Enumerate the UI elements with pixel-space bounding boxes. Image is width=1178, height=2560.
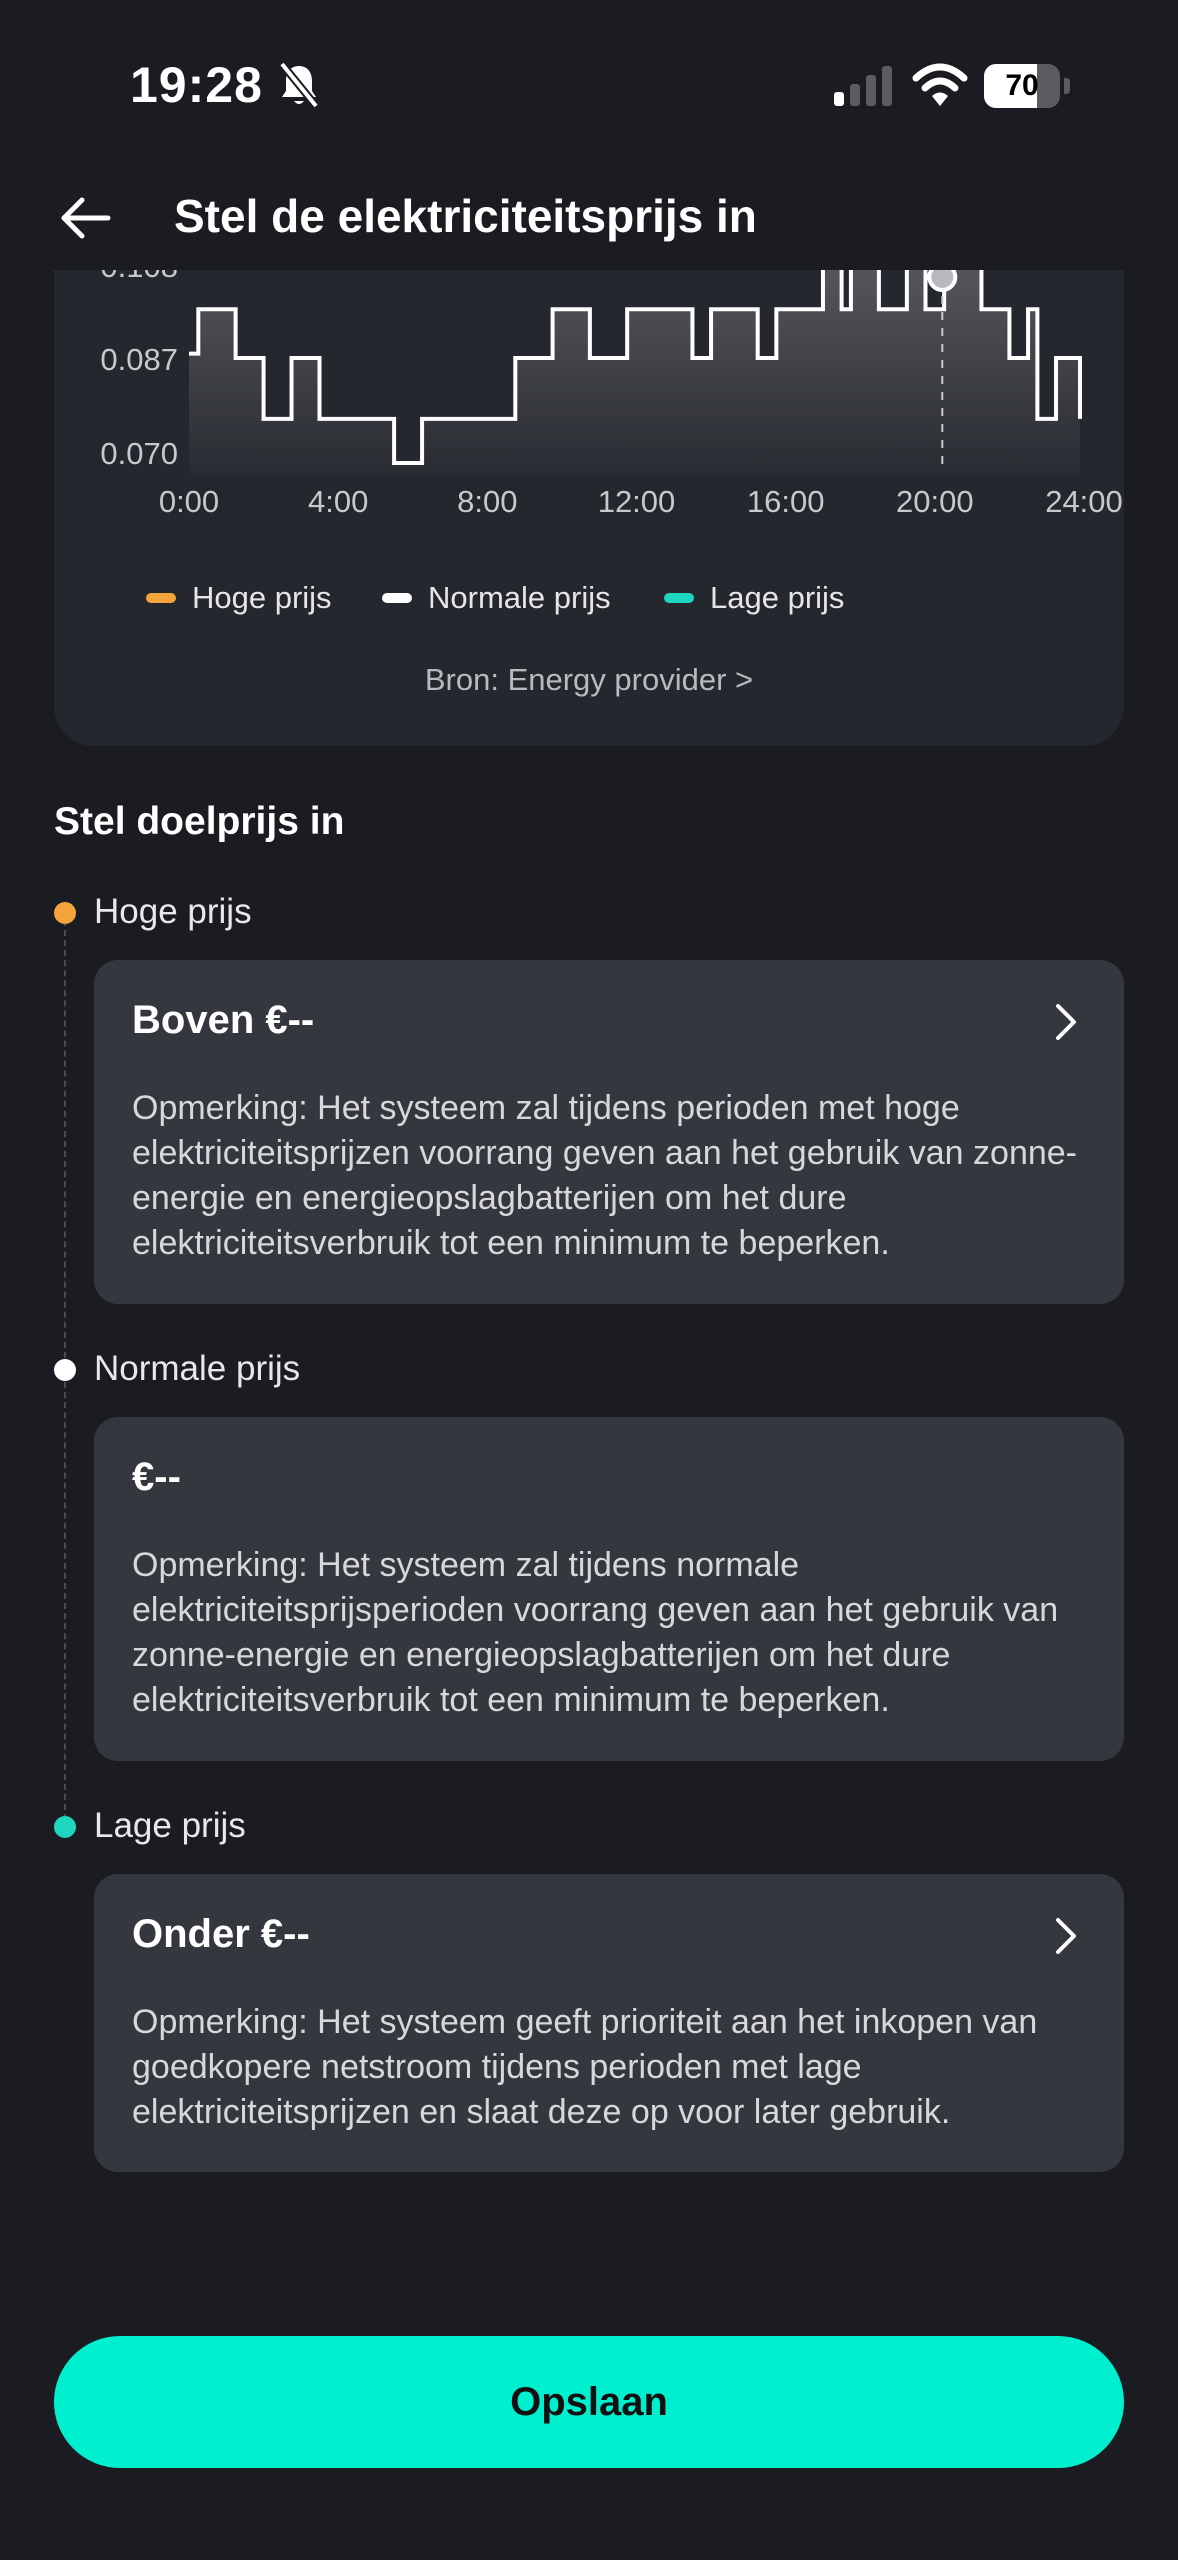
price-chart-card (54, 200, 1124, 746)
page-title: Stel de elektriciteitsprijs in (174, 190, 757, 242)
section-title: Stel doelprijs in (54, 800, 345, 843)
normal-price-label: Normale prijs (94, 1349, 301, 1388)
bell-muted-icon (276, 60, 322, 110)
x-tick-label: 12:00 (597, 484, 676, 519)
y-tick-label: 0.087 (100, 342, 178, 377)
back-arrow-icon[interactable] (58, 190, 114, 246)
legend-swatch-normal (382, 593, 412, 603)
normal-price-value: €-- (132, 1455, 181, 1499)
high-price-value: Boven €-- (132, 998, 315, 1042)
price-area (189, 265, 1080, 475)
battery-icon (984, 64, 1072, 108)
high-price-label: Hoge prijs (94, 892, 252, 931)
legend-label-high: Hoge prijs (192, 580, 332, 615)
x-tick-label: 8:00 (457, 484, 518, 519)
low-price-dot (54, 1816, 76, 1838)
chevron-right-icon (1052, 1000, 1080, 1044)
wifi-icon (912, 62, 968, 106)
status-bar (0, 0, 1178, 170)
source-link[interactable]: Bron: Energy provider > (424, 662, 754, 697)
low-price-note: Opmerking: Het systeem geeft prioriteit aan het inkopen van goedkopere netstroom tijdens perioden met lage elektriciteitsprijzen en slaat deze op voor later gebruik. (132, 2003, 1038, 2131)
low-price-card[interactable] (94, 1874, 1124, 2172)
legend-item-high (146, 574, 332, 622)
legend-label-normal: Normale prijs (428, 580, 611, 615)
x-tick-label: 20:00 (896, 484, 974, 519)
app-header (0, 170, 1178, 270)
legend-swatch-high (146, 593, 176, 603)
save-button[interactable]: Opslaan (54, 2336, 1124, 2468)
low-price-value: Onder €-- (132, 1912, 310, 1956)
x-tick-label: 16:00 (746, 484, 825, 519)
normal-price-note: Opmerking: Het systeem zal tijdens normale elektriciteitsprijsperioden voorrang geven aan het gebruik van zonne-energie en energieopslagbatterijen om het dure elektriciteitsverbruik tot een minimum te beperken. (132, 1546, 1059, 1719)
high-price-card[interactable] (94, 960, 1124, 1304)
low-price-label: Lage prijs (94, 1806, 246, 1845)
status-time: 19:28 (130, 57, 263, 113)
high-price-dot (54, 902, 76, 924)
legend-item-low (664, 574, 844, 622)
battery-level-text: 70 (1005, 69, 1039, 102)
chart-legend (54, 574, 1124, 622)
normal-price-dot (54, 1359, 76, 1381)
legend-label-low: Lage prijs (710, 580, 845, 615)
x-tick-label: 0:00 (158, 484, 220, 519)
normal-price-card (94, 1417, 1124, 1761)
x-tick-label: 24:00 (1045, 484, 1123, 519)
legend-swatch-low (664, 593, 694, 603)
x-tick-label: 4:00 (307, 484, 369, 519)
chevron-right-icon (1052, 1914, 1080, 1958)
cellular-signal-icon (834, 64, 894, 106)
high-price-note: Opmerking: Het systeem zal tijdens perioden met hoge elektriciteitsprijzen voorrang geven aan het gebruik van zonne-energie en energieopslagbatterijen om het dure elektriciteitsverbruik tot een minimum te beperken. (132, 1089, 1077, 1262)
y-tick-label: 0.070 (100, 436, 178, 471)
legend-item-normal (382, 574, 611, 622)
